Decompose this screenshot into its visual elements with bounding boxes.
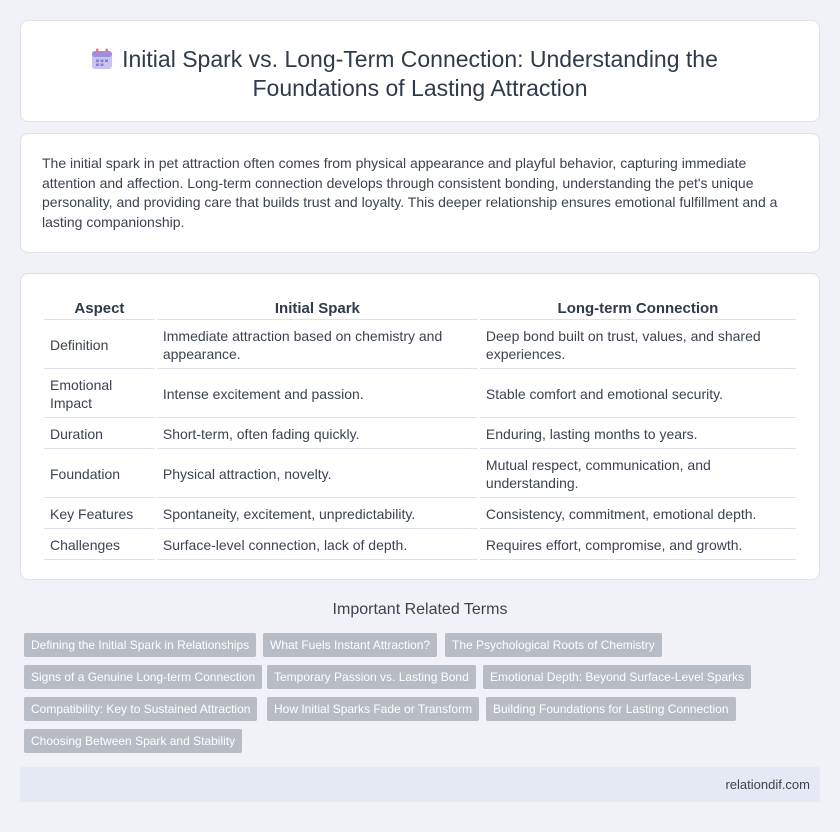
table-cell: Key Features — [44, 500, 155, 529]
table-cell: Duration — [44, 420, 155, 449]
table-cell: Challenges — [44, 531, 155, 560]
table-row — [44, 451, 796, 498]
related-term-tag[interactable]: Building Foundations for Lasting Connection — [486, 697, 736, 721]
table-cell: Deep bond built on trust, values, and shared experiences. — [480, 322, 796, 369]
related-term-tag[interactable]: The Psychological Roots of Chemistry — [445, 633, 662, 657]
related-term-tag[interactable]: Emotional Depth: Beyond Surface-Level Sparks — [483, 665, 751, 689]
intro-paragraph: The initial spark in pet attraction often comes from physical appearance and playful behavior, capturing immediate attention and affection. Long-term connection develops through consistent bonding, understanding the pet's unique personality, and providing care that builds trust and loyalty. This deeper relationship ensures emotional fulfillment and a lasting companionship. — [42, 155, 778, 230]
table-cell: Intense excitement and passion. — [157, 371, 478, 418]
related-term-tag[interactable]: Compatibility: Key to Sustained Attraction — [24, 697, 257, 721]
table-cell: Spontaneity, excitement, unpredictability. — [157, 500, 478, 529]
table-row — [44, 531, 796, 560]
related-term-tag[interactable]: Choosing Between Spark and Stability — [24, 729, 242, 753]
table-row — [44, 371, 796, 418]
table-cell: Consistency, commitment, emotional depth. — [480, 500, 796, 529]
related-term-tag[interactable]: Defining the Initial Spark in Relationships — [24, 633, 256, 657]
table-row — [44, 420, 796, 449]
table-cell: Stable comfort and emotional security. — [480, 371, 796, 418]
column-header: Aspect — [44, 298, 155, 320]
table-cell: Foundation — [44, 451, 155, 498]
column-header: Initial Spark — [157, 298, 478, 320]
comparison-table — [42, 296, 798, 562]
title-card — [20, 20, 820, 122]
page-title: Initial Spark vs. Long-Term Connection: Understanding the Foundations of Lasting Attraction — [122, 46, 718, 101]
table-header-row — [44, 298, 796, 320]
site-name[interactable]: relationdif.com — [725, 777, 810, 792]
table-cell: Physical attraction, novelty. — [157, 451, 478, 498]
table-cell: Requires effort, compromise, and growth. — [480, 531, 796, 560]
table-row — [44, 322, 796, 369]
table-cell: Short-term, often fading quickly. — [157, 420, 478, 449]
related-term-tag[interactable]: Signs of a Genuine Long-term Connection — [24, 665, 262, 689]
related-term-tag[interactable]: How Initial Sparks Fade or Transform — [267, 697, 479, 721]
column-header: Long-term Connection — [480, 298, 796, 320]
table-cell: Definition — [44, 322, 155, 369]
table-cell: Immediate attraction based on chemistry and appearance. — [157, 322, 478, 369]
table-cell: Emotional Impact — [44, 371, 155, 418]
table-row — [44, 500, 796, 529]
related-terms-heading: Important Related Terms — [332, 601, 508, 618]
intro-card — [20, 133, 820, 253]
related-term-tag[interactable]: Temporary Passion vs. Lasting Bond — [267, 665, 476, 689]
table-cell: Enduring, lasting months to years. — [480, 420, 796, 449]
comparison-card — [20, 273, 820, 580]
footer — [20, 767, 820, 802]
table-cell: Mutual respect, communication, and understanding. — [480, 451, 796, 498]
related-term-tag[interactable]: What Fuels Instant Attraction? — [263, 633, 437, 657]
table-cell: Surface-level connection, lack of depth. — [157, 531, 478, 560]
